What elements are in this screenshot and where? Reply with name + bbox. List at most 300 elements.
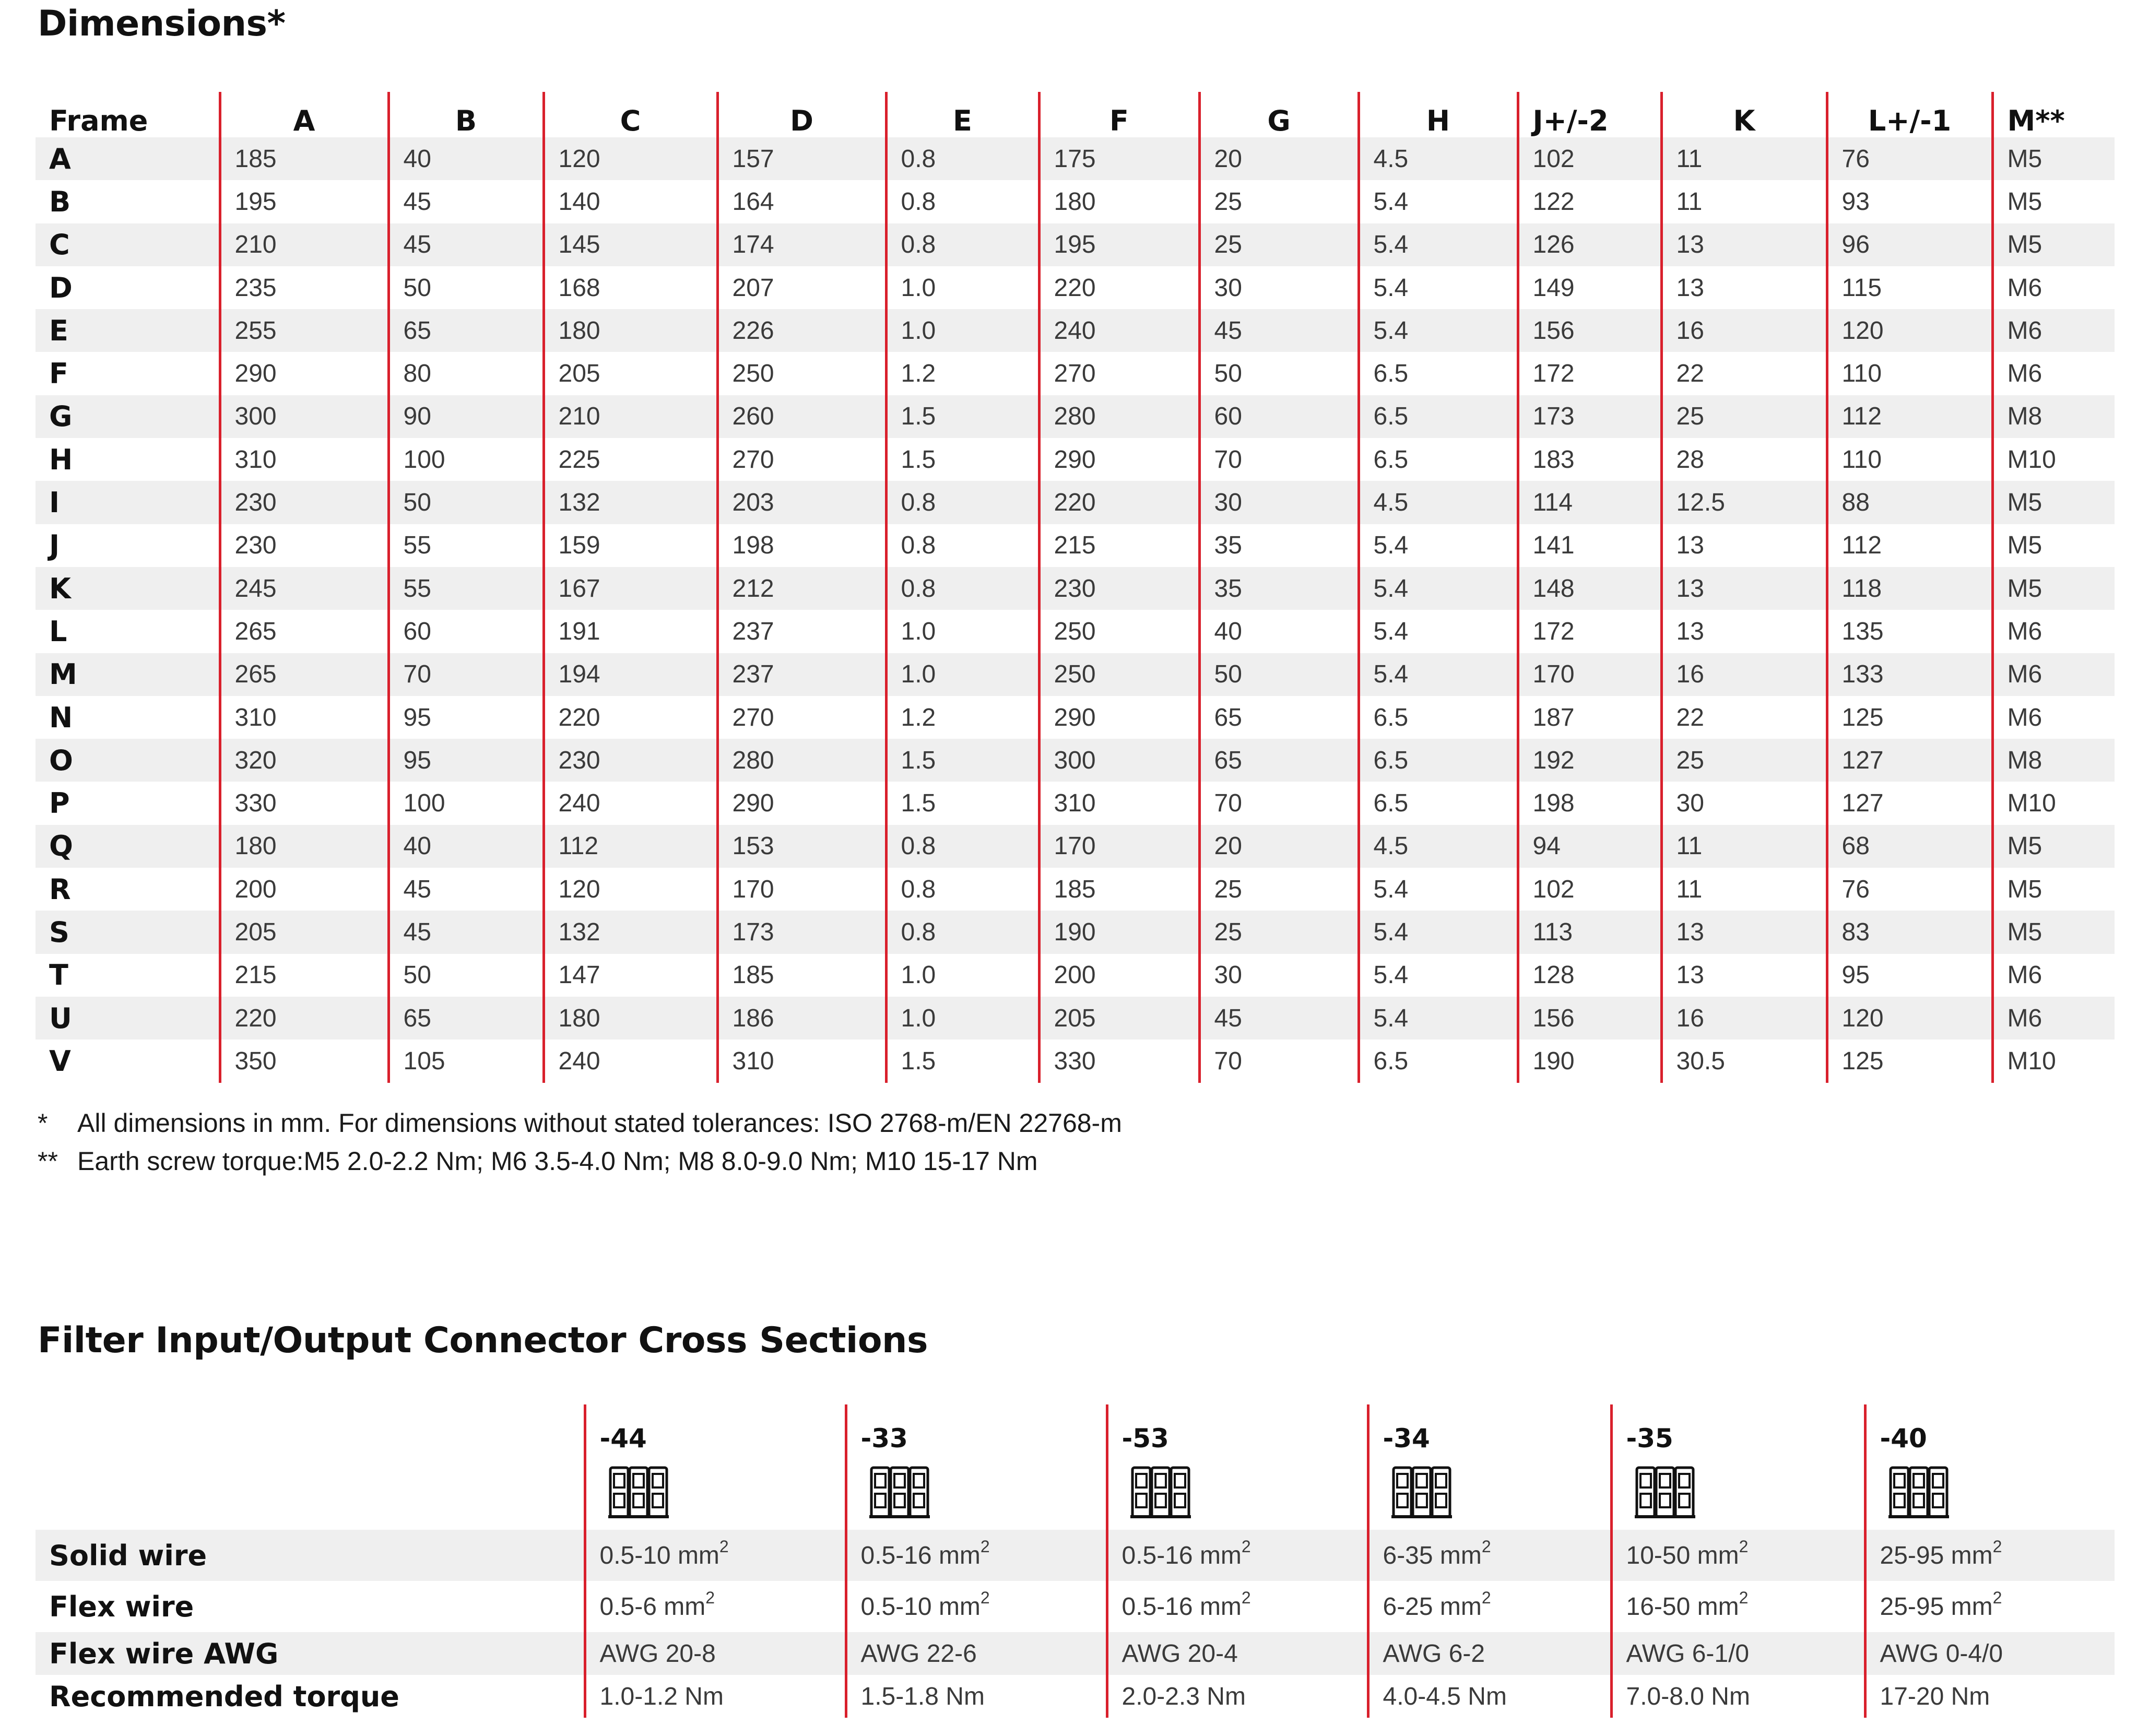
value-text: 16-50 mm [1626, 1592, 1739, 1621]
dimension-cell: 127 [1827, 782, 1992, 824]
dimension-cell: 102 [1518, 868, 1661, 911]
dimension-cell: 6.5 [1359, 696, 1518, 739]
dimension-cell: 5.4 [1359, 868, 1518, 911]
terminal-block-icon [1129, 1463, 1367, 1524]
value-text: 2.0-2.3 Nm [1121, 1682, 1246, 1710]
dimension-cell: 50 [388, 481, 544, 524]
dimension-cell: 237 [717, 653, 886, 696]
row-label: Flex wire [49, 1590, 194, 1623]
dimension-cell: M6 [1992, 696, 2115, 739]
dimension-cell: 310 [717, 1040, 886, 1082]
dimension-cell: 5.4 [1359, 180, 1518, 223]
dimension-cell: 45 [388, 868, 544, 911]
dimension-cell: 200 [220, 868, 388, 911]
connector-value [1865, 1632, 2115, 1675]
footnote-mark: ** [38, 1147, 58, 1176]
dimension-cell: 220 [544, 696, 717, 739]
dimension-cell: 270 [1039, 352, 1199, 395]
dimension-cell: 65 [388, 309, 544, 352]
frame-cell: C [36, 223, 220, 266]
dimension-cell: 105 [388, 1040, 544, 1082]
dimension-cell: 250 [1039, 610, 1199, 653]
dimension-cell: 35 [1199, 567, 1359, 610]
value-text: AWG 6-1/0 [1626, 1639, 1750, 1668]
dimension-cell: 194 [544, 653, 717, 696]
connector-value [1865, 1581, 2115, 1632]
dimension-cell: 88 [1827, 481, 1992, 524]
connector-value [1107, 1581, 1368, 1632]
dimension-cell: 6.5 [1359, 352, 1518, 395]
dimension-cell: 183 [1518, 438, 1661, 481]
frame-cell: N [49, 701, 73, 734]
frame-cell: Q [36, 825, 220, 868]
dimension-cell: 5.4 [1359, 997, 1518, 1040]
dimension-cell: 126 [1518, 223, 1661, 266]
dimension-cell: 112 [1827, 395, 1992, 438]
dimension-cell: 255 [220, 309, 388, 352]
dimension-cell: 25 [1661, 739, 1827, 782]
dimension-cell: M8 [1992, 395, 2115, 438]
dimension-cell: 200 [1039, 954, 1199, 997]
dimension-cell: 195 [220, 180, 388, 223]
terminal-block-icon [868, 1463, 1106, 1524]
dimension-cell: 190 [1518, 1040, 1661, 1082]
table-row [36, 1675, 2115, 1718]
dimension-cell: 55 [388, 524, 544, 567]
dimension-cell: 290 [220, 352, 388, 395]
dimension-cell: 65 [388, 997, 544, 1040]
dimension-cell: 11 [1661, 137, 1827, 180]
dimension-cell: 16 [1661, 997, 1827, 1040]
dimension-cell: 240 [544, 782, 717, 824]
dimension-cell: 25 [1199, 911, 1359, 953]
dimension-cell: 102 [1518, 137, 1661, 180]
connector-value [585, 1632, 846, 1675]
dimension-cell: 310 [1039, 782, 1199, 824]
connector-value [1107, 1675, 1368, 1718]
squared-superscript: 2 [1481, 1537, 1491, 1556]
dimension-cell: 0.8 [886, 137, 1039, 180]
table-row [36, 997, 2115, 1040]
squared-superscript: 2 [1739, 1537, 1749, 1556]
dimension-cell: 175 [1039, 137, 1199, 180]
header-c: C [544, 92, 717, 137]
table-row [36, 266, 2115, 309]
value-text: AWG 0-4/0 [1880, 1639, 2003, 1668]
connector-value [585, 1530, 846, 1581]
dimension-cell: 112 [544, 825, 717, 868]
dimension-cell: M5 [1992, 137, 2115, 180]
dimension-cell: 167 [544, 567, 717, 610]
dimensions-table [36, 92, 2115, 1083]
dimension-cell: 25 [1199, 223, 1359, 266]
squared-superscript: 2 [980, 1588, 990, 1607]
frame-cell: K [36, 567, 220, 610]
value-text: 10-50 mm [1626, 1541, 1739, 1569]
table-row [36, 352, 2115, 395]
dimension-cell: M6 [1992, 653, 2115, 696]
frame-cell: U [36, 997, 220, 1040]
dimension-cell: 205 [220, 911, 388, 953]
dimension-cell: M5 [1992, 223, 2115, 266]
dimension-cell: 11 [1661, 825, 1827, 868]
dimension-cell: 68 [1827, 825, 1992, 868]
dimension-cell: 5.4 [1359, 610, 1518, 653]
dimension-cell: 0.8 [886, 481, 1039, 524]
dimension-cell: 260 [717, 395, 886, 438]
dimension-cell: 113 [1518, 911, 1661, 953]
frame-cell: B [49, 185, 71, 218]
connector-icon-cell [1865, 1457, 2115, 1530]
dimension-cell: 212 [717, 567, 886, 610]
dimension-cell: 1.0 [886, 954, 1039, 997]
squared-superscript: 2 [705, 1588, 715, 1607]
dimension-cell: 237 [717, 610, 886, 653]
value-text: AWG 20-4 [1121, 1639, 1238, 1668]
frame-cell: D [49, 271, 73, 304]
dimension-cell: 180 [220, 825, 388, 868]
dimension-cell: 0.8 [886, 868, 1039, 911]
frame-cell: G [36, 395, 220, 438]
dimension-cell: M5 [1992, 481, 2115, 524]
dimension-cell: 65 [1199, 739, 1359, 782]
header-h: H [1359, 92, 1518, 137]
squared-superscript: 2 [980, 1537, 990, 1556]
value-text: 25-95 mm [1880, 1592, 1993, 1621]
frame-cell: J [49, 529, 60, 562]
connector-icon-cell [1107, 1457, 1368, 1530]
row-label: Recommended torque [49, 1680, 399, 1713]
footnote-dimensions [38, 1108, 1122, 1138]
connector-icon-cell [1611, 1457, 1865, 1530]
frame-cell: F [49, 357, 68, 391]
connector-value [1107, 1632, 1368, 1675]
dimension-cell: 5.4 [1359, 309, 1518, 352]
dimension-cell: 330 [1039, 1040, 1199, 1082]
dimension-cell: 141 [1518, 524, 1661, 567]
table-row [36, 309, 2115, 352]
dimension-cell: 60 [388, 610, 544, 653]
connector-icon-cell [846, 1457, 1107, 1530]
table-row [36, 868, 2115, 911]
dimension-cell: 180 [544, 997, 717, 1040]
dimension-cell: 25 [1199, 868, 1359, 911]
connector-icon-cell [1368, 1457, 1611, 1530]
dimension-cell: 168 [544, 266, 717, 309]
dimension-cell: 50 [388, 266, 544, 309]
dimension-cell: 100 [388, 438, 544, 481]
value-text: AWG 22-6 [860, 1639, 977, 1668]
connector-code: -53 [1107, 1404, 1368, 1457]
dimension-cell: 198 [1518, 782, 1661, 824]
dimension-cell: 83 [1827, 911, 1992, 953]
dimension-cell: 125 [1827, 1040, 1992, 1082]
dimension-cell: 5.4 [1359, 266, 1518, 309]
value-text: 0.5-10 mm [599, 1541, 719, 1569]
dimension-cell: 180 [544, 309, 717, 352]
dimension-cell: 205 [1039, 997, 1199, 1040]
dimension-cell: 70 [1199, 1040, 1359, 1082]
dimension-cell: 114 [1518, 481, 1661, 524]
frame-cell: E [36, 309, 220, 352]
dimension-cell: 173 [717, 911, 886, 953]
dimension-cell: 11 [1661, 868, 1827, 911]
table-row [36, 739, 2115, 782]
header-frame: Frame [49, 104, 148, 137]
connector-value [1611, 1530, 1865, 1581]
dimension-cell: 186 [717, 997, 886, 1040]
terminal-block-icon [1390, 1463, 1610, 1524]
footnote-text: Earth screw torque:M5 2.0-2.2 Nm; M6 3.5-4.0 Nm; M8 8.0-9.0 Nm; M10 15-17 Nm [77, 1147, 1038, 1176]
squared-superscript: 2 [1241, 1537, 1251, 1556]
dimension-cell: 45 [388, 223, 544, 266]
dimension-cell: 5.4 [1359, 911, 1518, 953]
dimension-cell: 0.8 [886, 180, 1039, 223]
dimension-cell: 50 [1199, 352, 1359, 395]
dimension-cell: 95 [1827, 954, 1992, 997]
dimension-cell: 203 [717, 481, 886, 524]
dimensions-body [36, 137, 2115, 1083]
value-text: 25-95 mm [1880, 1541, 1993, 1569]
value-text: AWG 6-2 [1383, 1639, 1485, 1668]
dimension-cell: 290 [717, 782, 886, 824]
dimension-cell: 210 [544, 395, 717, 438]
dimension-cell: 45 [388, 911, 544, 953]
dimension-cell: 159 [544, 524, 717, 567]
dimension-cell: 110 [1827, 438, 1992, 481]
dimension-cell: 170 [1518, 653, 1661, 696]
dimension-cell: M6 [1992, 610, 2115, 653]
dimension-cell: M5 [1992, 911, 2115, 953]
dimension-cell: 125 [1827, 696, 1992, 739]
dimension-cell: 4.5 [1359, 825, 1518, 868]
dimension-cell: 5.4 [1359, 653, 1518, 696]
dimension-cell: 185 [717, 954, 886, 997]
squared-superscript: 2 [1481, 1588, 1491, 1607]
dimension-cell: 4.5 [1359, 137, 1518, 180]
dimension-cell: M6 [1992, 954, 2115, 997]
value-text: 1.5-1.8 Nm [860, 1682, 985, 1710]
dimension-cell: 20 [1199, 825, 1359, 868]
dimension-cell: 16 [1661, 653, 1827, 696]
dimension-cell: 70 [1199, 782, 1359, 824]
dimension-cell: 230 [220, 481, 388, 524]
dimension-cell: 225 [544, 438, 717, 481]
dimension-cell: M6 [1992, 997, 2115, 1040]
row-label: Solid wire [36, 1530, 585, 1581]
dimension-cell: 192 [1518, 739, 1661, 782]
dimension-cell: M10 [1992, 1040, 2115, 1082]
table-row [36, 954, 2115, 997]
dimension-cell: 310 [220, 438, 388, 481]
dimensions-header-row [36, 92, 2115, 137]
table-row [36, 1632, 2115, 1675]
squared-superscript: 2 [1992, 1537, 2002, 1556]
frame-cell: P [49, 787, 70, 820]
dimension-cell: 20 [1199, 137, 1359, 180]
dimension-cell: 60 [1199, 395, 1359, 438]
dimension-cell: M6 [1992, 266, 2115, 309]
dimension-cell: 132 [544, 481, 717, 524]
dimension-cell: 300 [1039, 739, 1199, 782]
connector-value [846, 1581, 1107, 1632]
dimension-cell: 174 [717, 223, 886, 266]
table-row [36, 825, 2115, 868]
table-row [36, 395, 2115, 438]
table-row [36, 1530, 2115, 1581]
dimension-cell: 1.0 [886, 997, 1039, 1040]
value-text: 4.0-4.5 Nm [1383, 1682, 1507, 1710]
dimension-cell: 265 [220, 610, 388, 653]
dimension-cell: 70 [1199, 438, 1359, 481]
frame-cell: T [49, 959, 68, 992]
dimension-cell: 22 [1661, 352, 1827, 395]
table-row [36, 1581, 2115, 1632]
dimension-cell: 156 [1518, 309, 1661, 352]
value-text: 0.5-16 mm [1121, 1541, 1242, 1569]
header-d: D [717, 92, 886, 137]
dimension-cell: 6.5 [1359, 739, 1518, 782]
dimension-cell: 132 [544, 911, 717, 953]
dimension-cell: 70 [388, 653, 544, 696]
dimension-cell: 13 [1661, 954, 1827, 997]
dimension-cell: 110 [1827, 352, 1992, 395]
frame-cell: I [36, 481, 220, 524]
connector-value [846, 1675, 1107, 1718]
value-text: 0.5-10 mm [860, 1592, 981, 1621]
squared-superscript: 2 [1992, 1588, 2002, 1607]
value-text: 17-20 Nm [1880, 1682, 1990, 1710]
connector-value [1611, 1581, 1865, 1632]
dimension-cell: 5.4 [1359, 954, 1518, 997]
dimension-cell: 220 [1039, 481, 1199, 524]
header-f: F [1039, 92, 1199, 137]
dimension-cell: 280 [1039, 395, 1199, 438]
dimension-cell: 6.5 [1359, 1040, 1518, 1082]
connector-value [1368, 1581, 1611, 1632]
dimension-cell: 172 [1518, 610, 1661, 653]
connector-value [1368, 1530, 1611, 1581]
dimension-cell: 40 [388, 137, 544, 180]
dimension-cell: 6.5 [1359, 782, 1518, 824]
connector-value [1865, 1530, 2115, 1581]
dimension-cell: 220 [220, 997, 388, 1040]
dimension-cell: 65 [1199, 696, 1359, 739]
terminal-block-icon [1887, 1463, 2115, 1524]
dimension-cell: 226 [717, 309, 886, 352]
connector-value [1368, 1675, 1611, 1718]
dimension-cell: 240 [1039, 309, 1199, 352]
dimension-cell: 40 [388, 825, 544, 868]
dimension-cell: 0.8 [886, 567, 1039, 610]
squared-superscript: 2 [719, 1537, 729, 1556]
header-a: A [220, 92, 388, 137]
connector-value [1611, 1632, 1865, 1675]
dimension-cell: 0.8 [886, 223, 1039, 266]
dimension-cell: 45 [1199, 997, 1359, 1040]
dimension-cell: 290 [1039, 696, 1199, 739]
connector-table [36, 1404, 2115, 1718]
dimension-cell: 25 [1661, 395, 1827, 438]
dimension-cell: 13 [1661, 911, 1827, 953]
dimension-cell: 90 [388, 395, 544, 438]
dimension-cell: M5 [1992, 868, 2115, 911]
dimension-cell: 180 [1039, 180, 1199, 223]
dimension-cell: 122 [1518, 180, 1661, 223]
dimension-cell: 170 [1039, 825, 1199, 868]
connector-code: -35 [1611, 1404, 1865, 1457]
dimension-cell: 185 [220, 137, 388, 180]
dimension-cell: 5.4 [1359, 567, 1518, 610]
dimension-cell: 115 [1827, 266, 1992, 309]
dimension-cell: M8 [1992, 739, 2115, 782]
connector-title: Filter Input/Output Connector Cross Sections [38, 1320, 928, 1361]
dimension-cell: 30 [1199, 266, 1359, 309]
dimension-cell: 187 [1518, 696, 1661, 739]
dimension-cell: 145 [544, 223, 717, 266]
value-text: 1.0-1.2 Nm [599, 1682, 724, 1710]
terminal-block-icon [1634, 1463, 1864, 1524]
table-row [36, 696, 2115, 739]
table-row [36, 481, 2115, 524]
dimension-cell: 198 [717, 524, 886, 567]
connector-value [846, 1530, 1107, 1581]
dimension-cell: 190 [1039, 911, 1199, 953]
header-l: L+/-1 [1827, 92, 1992, 137]
header-b: B [388, 92, 544, 137]
header-m: M** [1992, 92, 2115, 137]
dimension-cell: 6.5 [1359, 395, 1518, 438]
dimension-cell: 280 [717, 739, 886, 782]
dimension-cell: 1.2 [886, 352, 1039, 395]
dimension-cell: 1.0 [886, 309, 1039, 352]
dimension-cell: 13 [1661, 567, 1827, 610]
connector-value [1611, 1675, 1865, 1718]
value-text: 6-35 mm [1383, 1541, 1482, 1569]
footnote-mark: * [38, 1108, 48, 1138]
frame-cell: H [49, 443, 73, 476]
header-k: K [1661, 92, 1827, 137]
dimension-cell: 0.8 [886, 825, 1039, 868]
dimension-cell: 250 [1039, 653, 1199, 696]
dimension-cell: 300 [220, 395, 388, 438]
dimension-cell: M5 [1992, 180, 2115, 223]
dimension-cell: 330 [220, 782, 388, 824]
dimension-cell: 215 [1039, 524, 1199, 567]
dimension-cell: 1.5 [886, 395, 1039, 438]
dimension-cell: M10 [1992, 782, 2115, 824]
dimension-cell: 230 [544, 739, 717, 782]
value-text: 0.5-6 mm [599, 1592, 706, 1621]
frame-cell: S [36, 911, 220, 953]
dimension-cell: M5 [1992, 567, 2115, 610]
dimension-cell: 0.8 [886, 911, 1039, 953]
dimension-cell: 96 [1827, 223, 1992, 266]
value-text: 6-25 mm [1383, 1592, 1482, 1621]
dimension-cell: 118 [1827, 567, 1992, 610]
header-e: E [886, 92, 1039, 137]
dimension-cell: 1.0 [886, 610, 1039, 653]
dimension-cell: 112 [1827, 524, 1992, 567]
table-row [36, 438, 2115, 481]
dimension-cell: 290 [1039, 438, 1199, 481]
dimension-cell: 22 [1661, 696, 1827, 739]
dimension-cell: 120 [544, 137, 717, 180]
dimension-cell: 100 [388, 782, 544, 824]
dimension-cell: 350 [220, 1040, 388, 1082]
dimension-cell: 6.5 [1359, 438, 1518, 481]
dimension-cell: 148 [1518, 567, 1661, 610]
